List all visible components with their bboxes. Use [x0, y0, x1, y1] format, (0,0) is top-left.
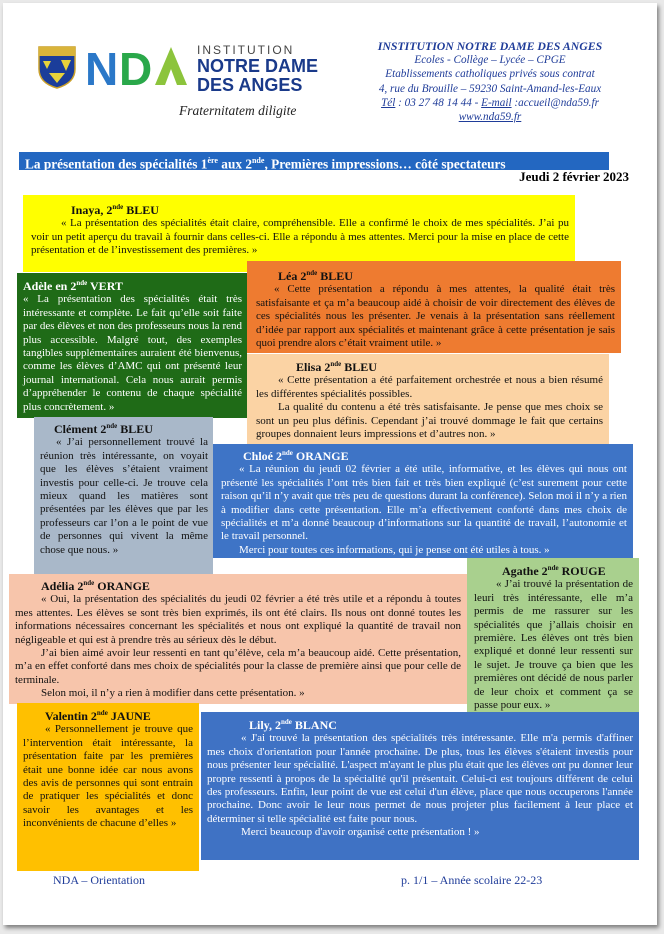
author-sup: nde — [281, 718, 292, 726]
banner-text-2: aux 2 — [217, 156, 252, 172]
author-sup: nde — [547, 564, 559, 572]
testimonial-text-1: « La réunion du jeudi 02 février a été utile, informative, et les élèves qui nous ont présenté les spécialités l’ont très bien fait et très bien expliqué (c’est surement pour cette raison qu’il n’y avait que très peu de questions durant la conférence). Selon moi il n’y a rien à modifier dans cette présentation. Elle m’a effectivement conforté dans mes choix de spécialités et m’a donné beaucoup d’informations sur la quantité de travail, l’autonomie et le travail personnel. — [221, 463, 627, 543]
svg-text:D: D — [119, 43, 153, 93]
document-page — [3, 3, 657, 925]
author-sup: nde — [76, 279, 88, 287]
testimonial-elisa — [247, 354, 609, 446]
testimonial-author — [41, 577, 461, 593]
testimonial-text-3: Selon moi, il n’y a rien à modifier dans cette présentation. » — [41, 687, 305, 700]
testimonial-text: « La présentation des spécialités était très intéressante et complète. Le fait qu’elle soit faite par des élèves et non des professeurs nous la rend plus accessible. Malgré tout, des exemples tangibles supplémentaires auraient été bienvenus, comme les élèves d’AMC qui ont présenté leur journal international. Cela nous aurait permis d’appréhender le contenu de chaque spécialité plus concrètement. » — [23, 293, 242, 413]
testimonial-chloe — [213, 444, 633, 558]
author-name: Adèle en 2 — [23, 279, 77, 293]
tel-number: : 03 27 48 14 44 - — [395, 96, 482, 109]
author-class: BLEU — [341, 360, 377, 374]
testimonial-author — [45, 707, 193, 723]
title-banner — [19, 152, 609, 170]
logo-text-institution: INSTITUTION — [197, 43, 295, 57]
coat-of-arms-logo — [37, 45, 77, 89]
testimonial-author — [54, 420, 208, 436]
testimonial-text-1: « Oui, la présentation des spécialités du jeudi 02 février a été très utile et a répondu à toutes mes attentes. Les élèves se sont très bien exprimés, ils ont été clairs. Ils nous ont donné toutes les informations nécessaires concernant les spécialités et nous ont expliqué la quantité de travail non négligeable et qui est à prendre très au sérieux dès le début. — [15, 593, 461, 646]
banner-text-1: La présentation des spécialités 1 — [25, 156, 208, 172]
banner-sup-1: ère — [207, 156, 218, 165]
author-name: Elisa 2 — [296, 360, 331, 374]
logo-text-notre-dame: NOTRE DAME — [197, 56, 318, 76]
testimonial-text-1: « J'ai trouvé la présentation des spécialités très intéressante. Elle m'a permis d'affiner mes choix d'orientation pour l'année prochaine. De plus, tous les élèves s'étaient investis pour nous présenter leur spécialité. L'aspect m'ayant le plus plu était que les élèves ont pu donner leur propre ressenti à propos de la spécialité qu'il présentait. Celui-ci est toujours différent de celui des professeurs. Enfin, leur point de vue est celui d'un élève, place que nous occuperons l'année prochaine. Donc avoir le leur nous permet de nous projeter plus facilement à leur place et déterminer si telle spécialité est faite pour nous. — [207, 732, 633, 825]
testimonial-author — [23, 277, 242, 293]
testimonial-author — [278, 267, 615, 283]
author-name: Chloé 2 — [243, 449, 282, 463]
testimonial-text: « La présentation des spécialités était claire, compréhensible. Elle a confirmé le choix de mes spécialités. J’ai pu voir un petit aperçu du travail à fournir dans celles-ci. Elle a répondu à mes attentes. Merci pour la mise en place de cette présentation et de l’investissement des premières. » — [31, 217, 569, 257]
testimonial-lily — [201, 712, 639, 860]
author-class: ORANGE — [292, 449, 349, 463]
author-class: BLEU — [117, 422, 153, 436]
testimonial-text: « Cette présentation a répondu à mes attentes, la qualité était très satisfaisante et ça m’a beaucoup aidé à choisir de voir directement des élèves de ces spécialités nous les présenter. Je venais à la présentation sans réellement d’idée par rapport aux spécialités et maintenant grâce à cette présentation je sais quoi prendre alors c’était vraiment utile. » — [256, 283, 615, 350]
institution-logo-text — [197, 43, 318, 95]
testimonial-agathe — [467, 558, 639, 728]
author-class: JAUNE — [107, 709, 151, 723]
email-address[interactable]: :accueil@nda59.fr — [511, 96, 599, 109]
author-sup: nde — [282, 449, 293, 457]
svg-text:N: N — [85, 43, 119, 93]
testimonial-text-2: Merci pour toutes ces informations, qui je pense ont été utiles à tous. » — [239, 543, 550, 556]
author-sup: nde — [96, 709, 108, 717]
schools-line: Ecoles - Collège – Lycée – CPGE — [414, 54, 566, 67]
author-name: Lily, 2 — [249, 718, 282, 732]
author-sup: nde — [83, 579, 95, 587]
testimonial-text: « J’ai personnellement trouvé la réunion très intéressante, on voyait que les élèves s’étaient vraiment investis pour celle-ci. Je trouve cela mieux quand les matières sont présentées par les élèves que par les professeurs car l’on a le point de vue de personnes qui vivent la même chose que nous. » — [40, 436, 208, 556]
author-class: BLEU — [123, 203, 159, 217]
author-class: VERT — [87, 279, 123, 293]
footer-left: NDA – Orientation — [53, 873, 145, 887]
testimonial-adele — [17, 273, 247, 418]
testimonial-text-1: « Cette présentation a été parfaitement orchestrée et nous a bien résumé les différentes spécialités possibles. — [256, 374, 603, 400]
author-class: BLEU — [317, 269, 353, 283]
banner-sup-2: nde — [251, 156, 265, 165]
testimonial-clement — [34, 417, 213, 575]
author-name: Inaya, 2 — [71, 203, 113, 217]
testimonial-lea — [247, 261, 621, 353]
testimonial-author — [71, 201, 569, 217]
nda-logo — [85, 43, 193, 93]
testimonial-adelia — [9, 574, 467, 704]
author-sup: nde — [106, 422, 118, 430]
banner-text-3: , Premières impressions… côté spectateurs — [264, 156, 506, 172]
author-name: Clément 2 — [54, 422, 107, 436]
address-line: 4, rue du Brouille – 59230 Saint-Amand-les-Eaux — [378, 82, 602, 95]
testimonial-text: « J’ai trouvé la présentation de leuri très intéressante, elle m’a permis de me rassurer sur les spécialités que j’allais choisir en première. Les élèves ont très bien expliqué et donné leur ressenti sur le sujet. Je trouve ça bien que les premières ont décidé de nous parler de leur choix et comment ça se passe pour eux. » — [474, 578, 633, 712]
author-class: BLANC — [291, 718, 337, 732]
website-link[interactable]: www.nda59.fr — [458, 111, 522, 124]
institution-contact-block — [355, 39, 625, 124]
author-class: ORANGE — [94, 579, 150, 593]
contact-line — [355, 96, 625, 110]
author-name: Valentin 2 — [45, 709, 97, 723]
logo-text-des-anges: DES ANGES — [197, 75, 303, 95]
author-name: Léa 2 — [278, 269, 307, 283]
author-sup: nde — [306, 269, 318, 277]
testimonial-text: « Personnellement je trouve que l’intervention était intéressante, la présentation faite par les premières était une bonne idée car nous avons des avis de personnes qui sont entrain de pratiquer les spécialités et donc savoir les avantages et les inconvénients de chacune d’elles » — [23, 723, 193, 830]
testimonial-author — [296, 358, 603, 374]
author-name: Agathe 2 — [502, 564, 548, 578]
footer-right: p. 1/1 – Année scolaire 22-23 — [401, 873, 543, 887]
author-class: ROUGE — [558, 564, 606, 578]
institution-name: INSTITUTION NOTRE DAME DES ANGES — [377, 39, 603, 53]
motto: Fraternitatem diligite — [179, 103, 297, 118]
tel-label: Tél — [381, 96, 396, 109]
author-name: Adélia 2 — [41, 579, 84, 593]
document-date: Jeudi 2 février 2023 — [519, 169, 629, 184]
email-label: E-mail — [481, 96, 512, 109]
status-line: Etablissements catholiques privés sous contrat — [385, 68, 595, 81]
testimonial-text-2: La qualité du contenu a été très satisfaisante. Je pense que mes choix se sont un peu plus définis. Cependant j’ai trouvé dommage le fait que certains groupes donnaient leurs impressions et d’autres non. » — [256, 401, 603, 441]
testimonial-text-2: Merci beaucoup d'avoir organisé cette présentation ! » — [241, 826, 480, 839]
testimonial-text-2: J’ai bien aimé avoir leur ressenti en tant qu’élève, cela m’a beaucoup aidé. Cette présentation, m’a en effet conforté dans mes choix de spécialités pour la classe de première ainsi que pour celle de terminale. — [15, 647, 461, 686]
testimonial-author — [249, 716, 633, 732]
author-sup: nde — [330, 360, 342, 368]
author-sup: nde — [112, 203, 124, 211]
testimonial-valentin — [17, 703, 199, 871]
testimonial-author — [502, 562, 633, 578]
testimonial-author — [243, 447, 627, 463]
